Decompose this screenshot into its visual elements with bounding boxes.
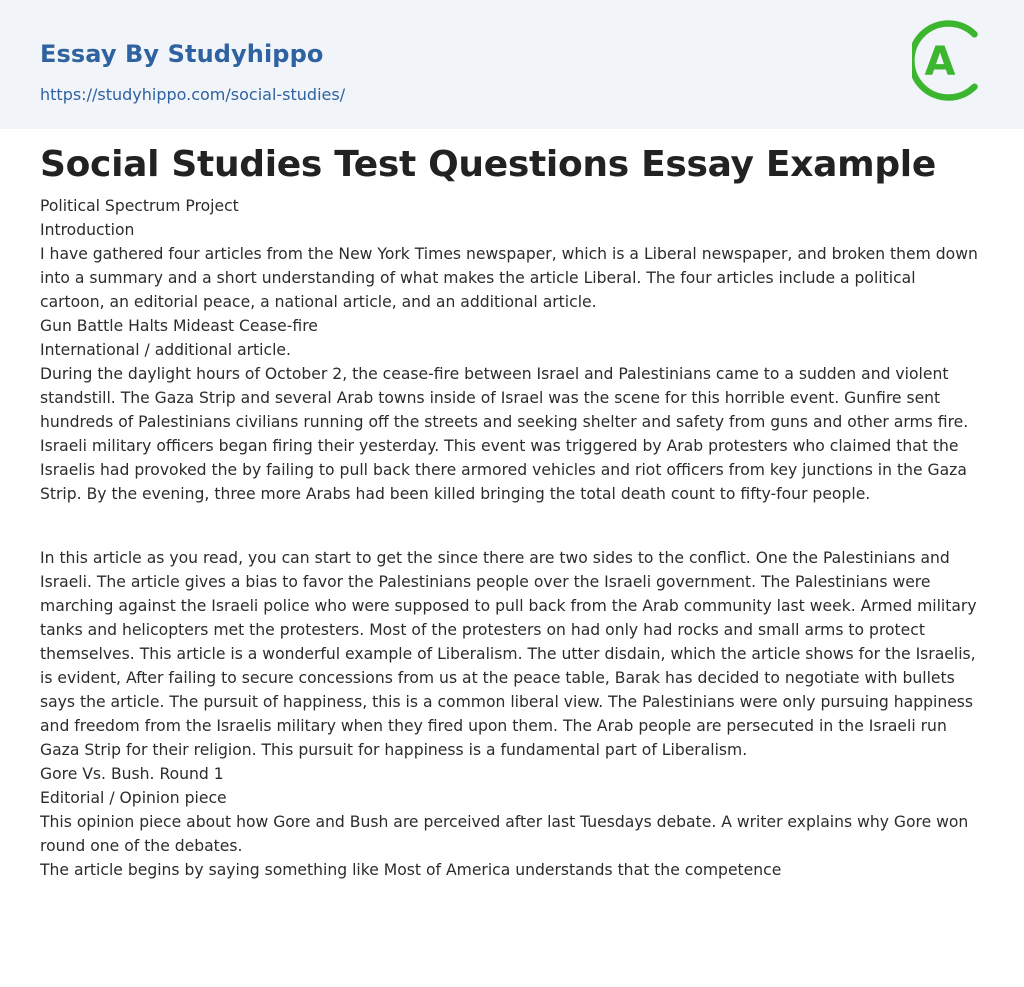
article-category: International / additional article. bbox=[40, 341, 291, 359]
studyhippo-logo-icon[interactable] bbox=[912, 18, 988, 106]
paragraph: The article begins by saying something like Most of America understands that the competence bbox=[40, 861, 782, 879]
paragraph: In this article as you read, you can start to get the since there are two sides to the conflict. One the Palestinians and Israeli. The article gives a bias to favor the Palestinians people over the Israeli government. The Palestinians were marching against the Israeli police who were supposed to pull back from the Arab community last week. Armed military tanks and helicopters met the protesters. Most of the protesters on had only had rocks and small arms to protect themselves. This article is a wonderful example of Liberalism. The utter disdain, which the article shows for the Israelis, is evident, After failing to secure concessions from us at the peace table, Barak has decided to negotiate with bullets says the article. The pursuit of happiness, this is a common liberal view. The Palestinians were only pursuing happiness and freedom from the Israelis military when they fired upon them. The Arab people are persecuted in the Israeli run Gaza Strip for their religion. This pursuit for happiness is a fundamental part of Liberalism. bbox=[40, 549, 977, 759]
site-header bbox=[0, 0, 1024, 129]
site-title[interactable]: Essay By Studyhippo bbox=[40, 40, 324, 68]
article-heading: Gore Vs. Bush. Round 1 bbox=[40, 765, 224, 783]
article-category: Editorial / Opinion piece bbox=[40, 789, 227, 807]
logo-letter: A bbox=[924, 39, 956, 85]
essay-body bbox=[40, 194, 984, 882]
section-heading: Political Spectrum Project bbox=[40, 197, 239, 215]
paragraph-spacer bbox=[40, 506, 984, 546]
source-url-link[interactable]: https://studyhippo.com/social-studies/ bbox=[40, 85, 346, 104]
section-subheading: Introduction bbox=[40, 221, 135, 239]
paragraph: This opinion piece about how Gore and Bush are perceived after last Tuesdays debate. A writer explains why Gore won round one of the debates. bbox=[40, 813, 969, 855]
page-title: Social Studies Test Questions Essay Example bbox=[40, 144, 936, 185]
paragraph: During the daylight hours of October 2, the cease-fire between Israel and Palestinians came to a sudden and violent standstill. The Gaza Strip and several Arab towns inside of Israel was the scene for this horrible event. Gunfire sent hundreds of Palestinians civilians running off the streets and seeking shelter and safety from guns and other arms fire. Israeli military officers began firing their yesterday. This event was triggered by Arab protesters who claimed that the Israelis had provoked the by failing to pull back there armored vehicles and riot officers from key junctions in the Gaza Strip. By the evening, three more Arabs had been killed bringing the total death count to fifty-four people. bbox=[40, 365, 969, 503]
article-heading: Gun Battle Halts Mideast Cease-fire bbox=[40, 317, 318, 335]
paragraph: I have gathered four articles from the New York Times newspaper, which is a Liberal newspaper, and broken them down into a summary and a short understanding of what makes the article Liberal. The four articles include a political cartoon, an editorial peace, a national article, and an additional article. bbox=[40, 245, 978, 311]
